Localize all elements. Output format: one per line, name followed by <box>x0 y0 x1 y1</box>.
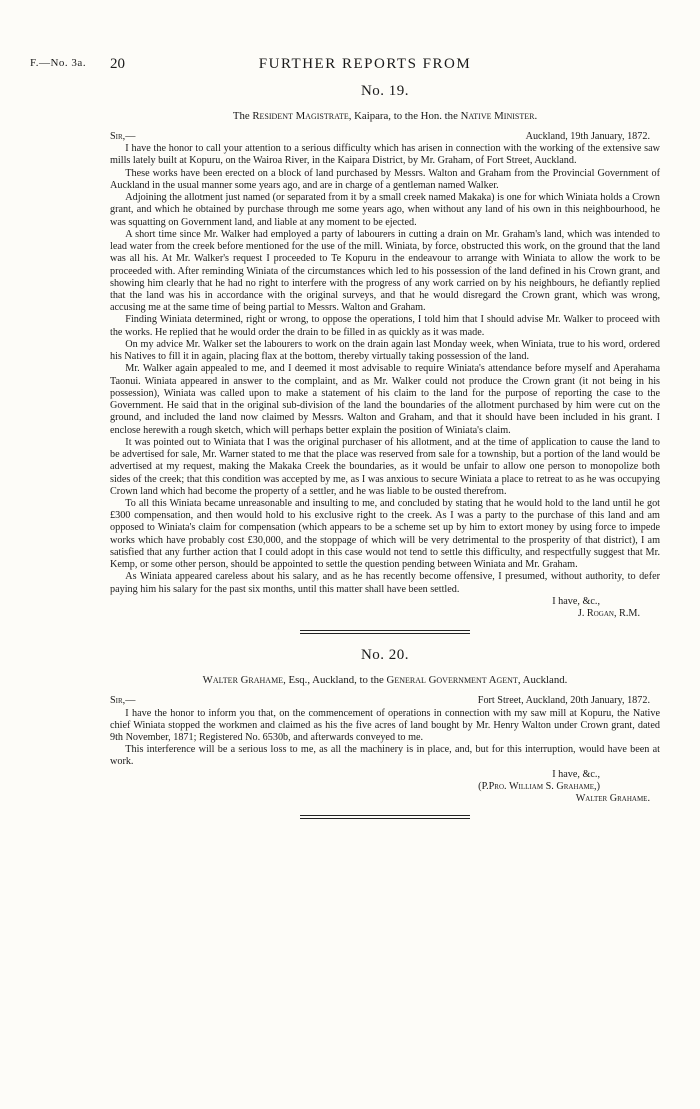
signature-proxy: (P.Pro. William S. Grahame,) <box>478 780 600 792</box>
salutation-line <box>110 131 660 143</box>
paragraph: I have the honor to inform you that, on the commencement of operations in connection with my saw mill at Kopuru, the Native chief Winiata stopped the workmen and claimed as his the five acres of land bought by Mr. Henry Walton under Crown grant, dated 9th November, 1871; Registered No. 6530b, and afterwards conveyed to me. <box>110 707 660 743</box>
document-reference: F.—No. 3a. <box>30 57 87 69</box>
signature: Walter Grahame. <box>575 793 650 805</box>
letter-no-20 <box>110 646 660 805</box>
paragraph: To all this Winiata became unreasonable and insulting to me, and concluded by stating that he would hold to the land until he got £300 compensation, and then would hold to his exclusive right to the creek. As I was a party to the purchase of this land and am opposed to Winiata's claim for compensation (which appears to be a scheme set up by him to extort money by using force to impede works which have probably cost £30,000, and the stoppage of which will be very detrimental to the prosperity of that district), I am satisfied that any further action that I could adopt in this case would not tend to settle this difficulty, and respectfully suggest that Mr. Kemp, or some other person, should be appointed to settle the question pending between Winiata and Mr. Graham. <box>110 497 660 571</box>
paragraph: A short time since Mr. Walker had employed a party of labourers in cutting a drain on Mr. Graham's land, which was intended to lead water from the creek before mentioned for the use of the mill. Winiata, by force, obstructed this work, on the ground that the land was all his. At Mr. Walker's request I proceeded to Te Kopuru in the endeavour to arrange with Winiata to allow the work to be proceeded with. After reminding Winiata of the circumstances which led to his possession of the land defined in his Crown grant, and showing him clearly that he had no right to interfere with the progress of any work carried on by his neighbours, he defiantly replied that the land was his in accordance with the original surveys, and that he would disregard the Crown grant, which was wrong, accusing me at the same time of being partial to Messrs. Walton and Graham. <box>110 228 660 314</box>
section-divider <box>300 630 470 634</box>
paragraph: Adjoining the allotment just named (or separated from it by a small creek named Makaka) is one for which Winiata holds a Crown grant, and which he obtained by purchase through me some years ago, when without any land of his own in this neighbourhood, he was squatting on Government land, and liable at any moment to be ejected. <box>110 192 660 228</box>
running-header <box>30 57 660 73</box>
paragraph: On my advice Mr. Walker set the labourers to work on the drain again last Monday week, when Winiata, true to his word, ordered his Natives to fill it in again, placing flax at the bottom, thereby virtually taking possession of the land. <box>110 338 660 363</box>
letter-no-19 <box>110 82 660 620</box>
salutation: Sir,— <box>110 695 136 707</box>
paragraph: I have the honor to call your attention to a serious difficulty which has arisen in connection with the working of the extensive saw mills lately built at Kopuru, on the Wairoa River, in the Kaipara District, by Mr. Graham, of Fort Street, Auckland. <box>110 143 660 167</box>
page-body <box>110 82 660 831</box>
heading-end: . <box>534 110 538 122</box>
heading-sender: Walter Grahame <box>202 674 284 687</box>
signature: J. Rogan, R.M. <box>577 608 640 620</box>
salutation-line <box>110 695 660 707</box>
letter-number: No. 19. <box>360 83 410 99</box>
paragraph: Finding Winiata determined, right or wrong, to oppose the operations, I told him that I should advise Mr. Walker to proceed with the works. He replied that he would order the drain to be filled in as quickly as it was made. <box>110 314 660 338</box>
running-title: FURTHER REPORTS FROM <box>258 56 472 72</box>
paragraph: This interference will be a serious loss to me, as all the machinery is in place, and, but for this interruption, would have been at work. <box>110 744 660 768</box>
heading-middle: , Kaipara, to the Hon. the <box>348 110 458 122</box>
paragraph: It was pointed out to Winiata that I was the original purchaser of his allotment, and at the time of application to cause the land to be advertised for sale, Mr. Warner stated to me that the place was reserved from sale for a township, but a portion of the land would be advertised at my request, making the Makaka Creek the boundaries, as it would be unfair to allow one person to monopolize both sides of the creek; that this condition was accepted by me, as I was anxious to secure Winiata a place to retreat to as he was occupying Crown land which had become the property of a settler, and he was liable to be ousted therefrom. <box>110 436 660 497</box>
heading-end: , Auckland. <box>517 674 568 687</box>
heading-middle: , Esq., Auckland, to the <box>283 674 384 687</box>
letter-heading <box>110 110 660 123</box>
salutation: Sir,— <box>110 130 136 142</box>
page-number: 20 <box>110 56 125 72</box>
letter-heading <box>110 674 660 687</box>
heading-recipient: General Government Agent <box>386 674 518 687</box>
place-date: Auckland, 19th January, 1872. <box>525 130 650 142</box>
letter-number: No. 20. <box>360 647 410 664</box>
closing: I have, &c., <box>552 768 600 780</box>
heading-prefix: The <box>232 110 250 122</box>
paragraph: These works have been erected on a block of land purchased by Messrs. Walton and Graham from the Provincial Government of Auckland in the usual manner some years ago, and are in charge of a gentleman named Walker. <box>110 167 660 191</box>
paragraph: As Winiata appeared careless about his salary, and as he has recently become offensive, I presumed, without authority, to defer paying him his salary for the past six months, until this matter shall have been settled. <box>110 571 660 595</box>
closing: I have, &c., <box>552 595 600 607</box>
heading-recipient: Native Minister <box>460 110 535 122</box>
heading-sender: Resident Magistrate <box>252 110 349 122</box>
place-date: Fort Street, Auckland, 20th January, 1872. <box>477 695 650 707</box>
section-divider <box>300 815 470 819</box>
paragraph: Mr. Walker again appealed to me, and I deemed it most advisable to require Winiata's attendance before myself and Aperahama Taonui. Winiata appeared in answer to the complaint, and as Mr. Walker could not produce the Crown grant (it not being in his possession), Winiata was called upon to make a statement of his claim to the land for the purpose of reporting the case to the Government. He said that in the original sub-division of the land the boundaries of the allotment purchased by him were cut on the ground, and included the land now claimed by Messrs. Walton and Graham, and that it should have been included in his grant. I enclose herewith a rough sketch, which will perhaps better explain the position of Winiata's claim. <box>110 363 660 436</box>
